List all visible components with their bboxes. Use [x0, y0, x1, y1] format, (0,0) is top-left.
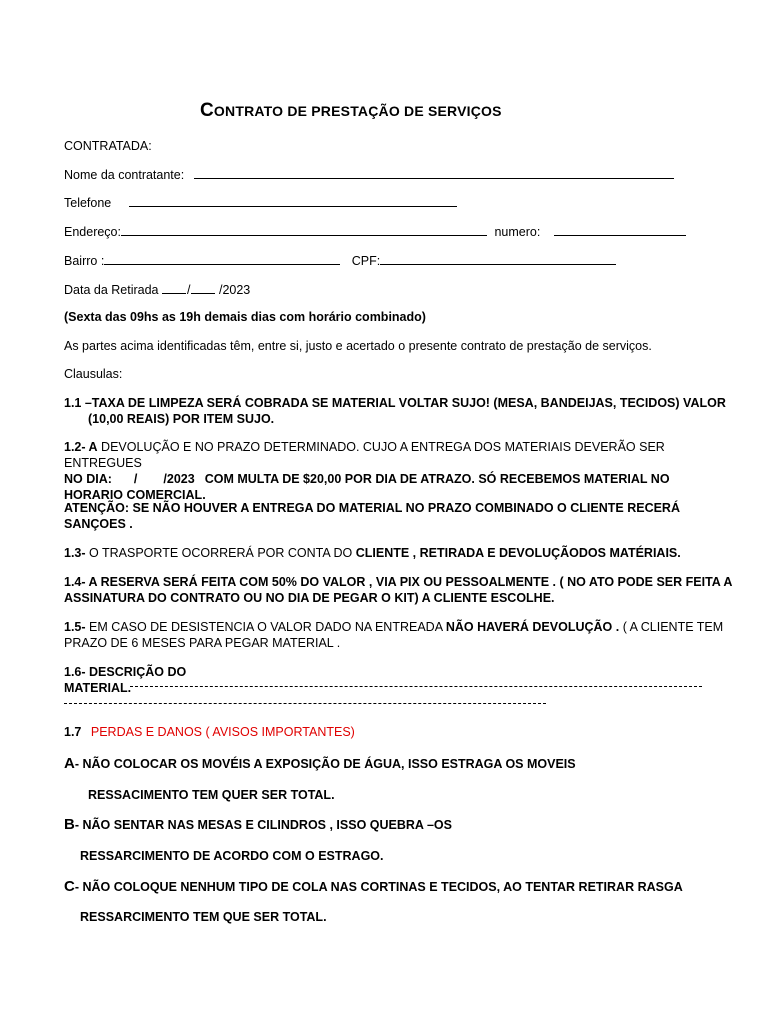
endereco-blank: [121, 223, 487, 236]
numero-blank: [554, 223, 686, 236]
cpf-label: CPF:: [351, 254, 381, 268]
horario-note: (Sexta das 09hs as 19h demais dias com horário combinado): [64, 310, 426, 324]
clause-1-2: 1.2- A DEVOLUÇÃO E NO PRAZO DETERMINADO. CUJO A ENTREGA DOS MATERIAIS DEVERÃO SER ENTREGUES NO DIA: / /2023 COM MULTA DE $20,00 POR DIA DE ATRAZO. SÓ RECEBEMOS MATERIAL NO HORARIO COMERCIAL.: [64, 440, 670, 502]
telefone-blank: [129, 194, 457, 207]
clause-1-3: 1.3- O TRASPORTE OCORRERÁ POR CONTA DO CLIENTE , RETIRADA E DEVOLUÇÃODOS MATÉRIAIS.: [64, 546, 681, 560]
bairro-field: [64, 252, 616, 269]
clause-1-4: 1.4- A RESERVA SERÁ FEITA COM 50% DO VALOR , VIA PIX OU PESSOALMENTE . ( NO ATO PODE SER FEITA A ASSINATURA DO CONTRATO OU NO DIA DE PEGAR O KIT) A CLIENTE ESCOLHE.: [64, 575, 733, 605]
data-retirada-label: Data da Retirada: [64, 283, 159, 297]
month-blank: [191, 281, 215, 294]
numero-label: numero:: [494, 225, 541, 239]
telefone-label: Telefone: [64, 196, 112, 210]
endereco-field: [64, 223, 686, 240]
clause-1-1: 1.1 –TAXA DE LIMPEZA SERÁ COBRADA SE MATERIAL VOLTAR SUJO! (MESA, BANDEIJAS, TECIDOS) VALOR (10,00 REAIS) POR ITEM SUJO.: [64, 396, 726, 426]
clause-1-7: 1.7 PERDAS E DANOS ( AVISOS IMPORTANTES): [64, 725, 355, 739]
clause-1-6: 1.6- DESCRIÇÃO DO MATERIAL.: [64, 665, 187, 695]
rule-c-note: RESSARCIMENTO TEM QUE SER TOTAL.: [80, 910, 327, 924]
year-text: /2023: [218, 283, 251, 297]
rule-a-note: RESSACIMENTO TEM QUER SER TOTAL.: [88, 788, 335, 802]
partes-paragraph: As partes acima identificadas têm, entre si, justo e acertado o presente contrato de prestação de serviços.: [64, 339, 652, 353]
material-description-line-2: [64, 703, 546, 704]
day-blank: [162, 281, 186, 294]
atencao-warning: ATENÇÃO: SE NÃO HOUVER A ENTREGA DO MATERIAL NO PRAZO COMBINADO O CLIENTE RECERÁ SANÇOES .: [64, 501, 680, 531]
telefone-field: [64, 194, 457, 211]
rule-a: A- NÃO COLOCAR OS MOVÉIS A EXPOSIÇÃO DE ÁGUA, ISSO ESTRAGA OS MOVEIS: [64, 755, 576, 772]
clause-1-5: 1.5- EM CASO DE DESISTENCIA O VALOR DADO NA ENTREADA NÃO HAVERÁ DEVOLUÇÃO . ( A CLIENTE TEM PRAZO DE 6 MESES PARA PEGAR MATERIAL .: [64, 620, 724, 650]
endereco-label: Endereço:: [64, 225, 121, 239]
clausulas-heading: Clausulas:: [64, 367, 123, 381]
nome-label: Nome da contratante:: [64, 168, 185, 182]
document-title: CONTRATO DE PRESTAÇÃO DE SERVIÇOS: [200, 100, 502, 121]
bairro-label: Bairro :: [64, 254, 105, 268]
contratada-label: CONTRATADA:: [64, 139, 152, 153]
data-retirada-field: Data da Retirada / /2023: [64, 283, 251, 297]
material-description-line-1: [130, 686, 702, 687]
nome-field: [64, 166, 674, 183]
nome-blank: [194, 166, 674, 179]
rule-c: C- NÃO COLOQUE NENHUM TIPO DE COLA NAS CORTINAS E TECIDOS, AO TENTAR RETIRAR RASGA: [64, 878, 683, 895]
bairro-blank: [104, 252, 340, 265]
rule-b-note: RESSARCIMENTO DE ACORDO COM O ESTRAGO.: [80, 849, 384, 863]
cpf-blank: [380, 252, 616, 265]
rule-b: B- NÃO SENTAR NAS MESAS E CILINDROS , ISSO QUEBRA –OS: [64, 816, 452, 833]
